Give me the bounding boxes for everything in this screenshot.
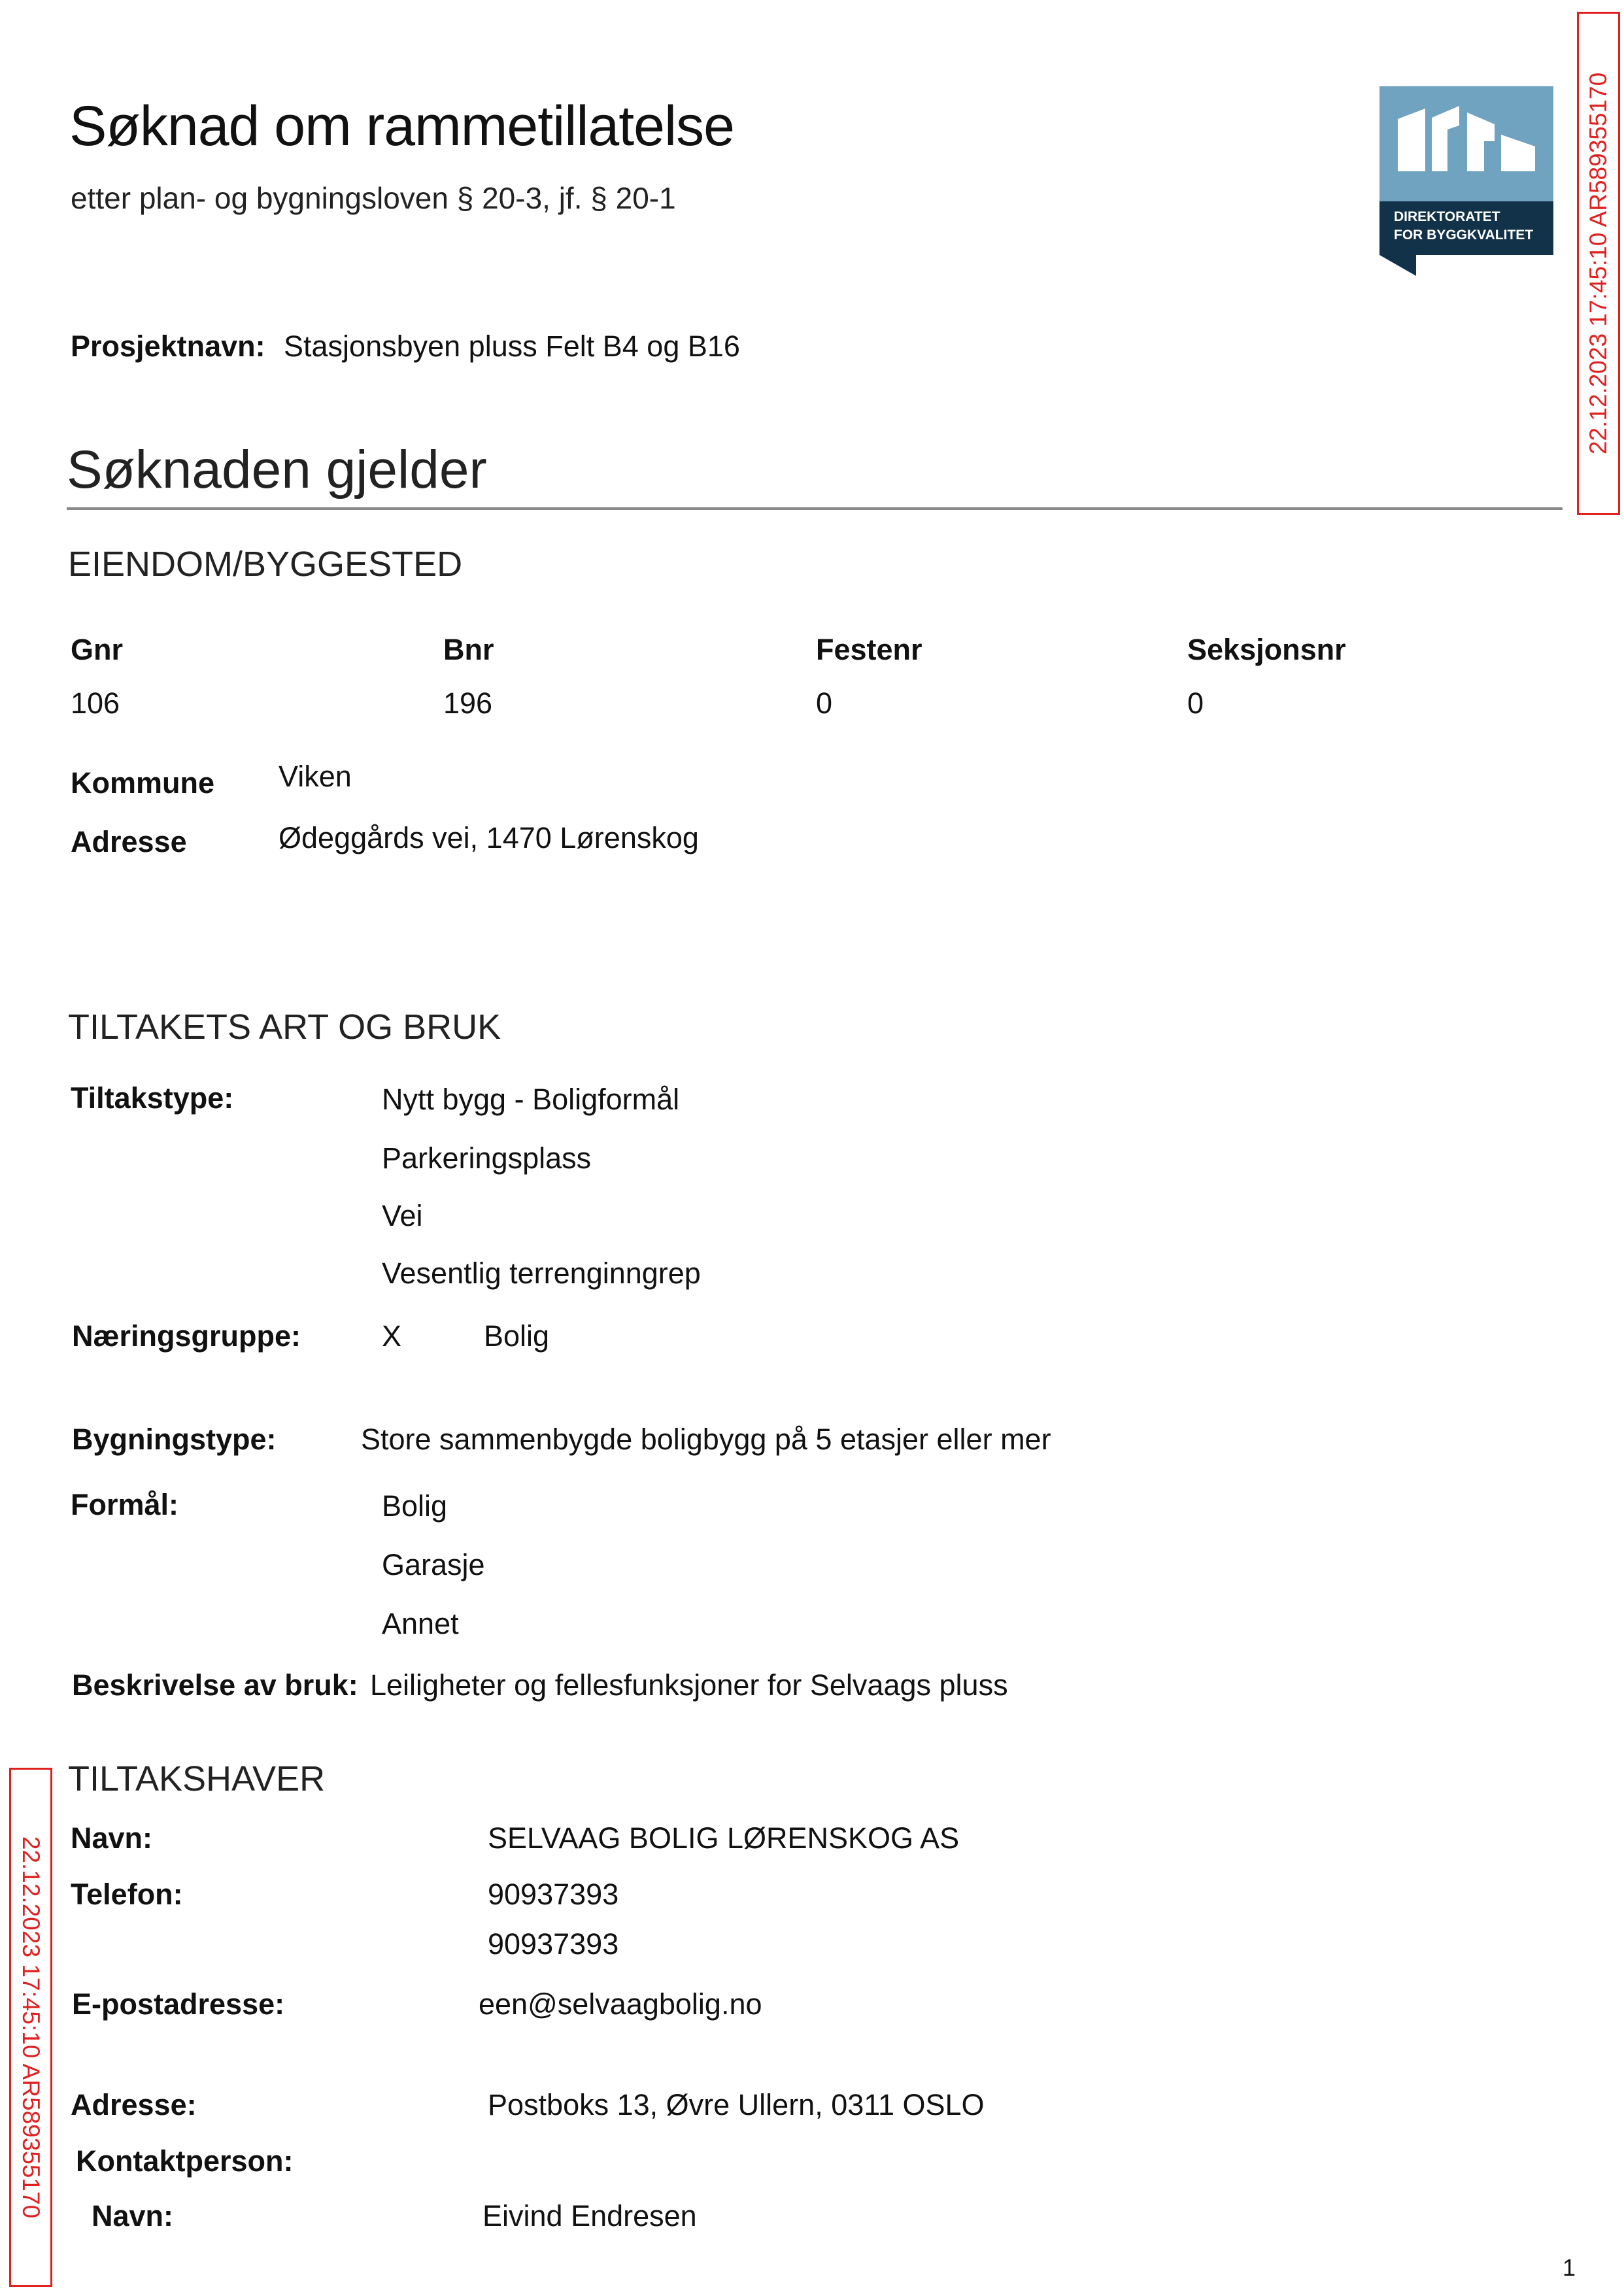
- archive-stamp-bottom: [9, 1768, 52, 2287]
- festenr-value: 0: [816, 686, 833, 720]
- tiltakstype-label: Tiltakstype:: [71, 1081, 234, 1115]
- tiltakstype-value: Parkeringsplass: [382, 1141, 592, 1175]
- bygningstype-value: Store sammenbygde boligbygg på 5 etasjer eller mer: [361, 1423, 1051, 1456]
- tiltakstype-value: Nytt bygg - Boligformål: [382, 1083, 680, 1116]
- tiltak-heading: TILTAKETS ART OG BRUK: [68, 1007, 501, 1047]
- beskrivelse-label: Beskrivelse av bruk:: [72, 1668, 358, 1702]
- property-heading: EIENDOM/BYGGESTED: [68, 545, 463, 584]
- document-title: Søknad om rammetillatelse: [69, 95, 734, 158]
- archive-stamp-text: 22.12.2023 17:45:10 AR589355170: [1585, 72, 1612, 455]
- telefon-value: 90937393: [488, 1927, 619, 1961]
- kontaktperson-label: Kontaktperson:: [76, 2144, 294, 2178]
- adresse-label: Adresse: [71, 825, 187, 858]
- tiltakshaver-navn-label: Navn:: [71, 1821, 153, 1855]
- bygningstype-label: Bygningstype:: [72, 1423, 277, 1456]
- telefon-label: Telefon:: [71, 1878, 183, 1911]
- epost-value: een@selvaagbolig.no: [479, 1987, 762, 2021]
- formal-value: Annet: [382, 1607, 459, 1640]
- tiltakshaver-adresse-value: Postboks 13, Øvre Ullern, 0311 OSLO: [488, 2088, 985, 2121]
- tiltakshaver-adresse-label: Adresse:: [71, 2088, 197, 2121]
- naeringsgruppe-code: X: [382, 1319, 402, 1353]
- tiltakshaver-navn-value: SELVAAG BOLIG LØRENSKOG AS: [488, 1821, 960, 1855]
- formal-label: Formål:: [71, 1488, 179, 1521]
- page-number: 1: [1563, 2254, 1576, 2281]
- archive-stamp-top: [1577, 12, 1620, 515]
- dibk-logo-graphic: [1379, 86, 1553, 276]
- adresse-value: Ødeggårds vei, 1470 Lørenskog: [279, 821, 699, 854]
- gnr-value: 106: [71, 686, 120, 720]
- section-divider: [67, 507, 1563, 510]
- naeringsgruppe-value: Bolig: [484, 1319, 550, 1353]
- kommune-value: Viken: [279, 760, 352, 793]
- bnr-label: Bnr: [443, 633, 494, 666]
- naeringsgruppe-label: Næringsgruppe:: [72, 1319, 301, 1353]
- archive-stamp-text: 22.12.2023 17:45:10 AR589355170: [18, 1836, 45, 2219]
- formal-value: Bolig: [382, 1489, 448, 1523]
- tiltakstype-value: Vesentlig terrenginngrep: [382, 1257, 701, 1290]
- telefon-value: 90937393: [488, 1878, 619, 1911]
- project-value: Stasjonsbyen pluss Felt B4 og B16: [284, 329, 740, 363]
- formal-value: Garasje: [382, 1548, 485, 1581]
- tiltakstype-value: Vei: [382, 1199, 423, 1232]
- festenr-label: Festenr: [816, 633, 922, 666]
- logo-line1: DIREKTORATET: [1394, 209, 1500, 224]
- dibk-logo: [1379, 86, 1553, 276]
- kontaktperson-navn-value: Eivind Endresen: [482, 2199, 697, 2233]
- beskrivelse-value: Leiligheter og fellesfunksjoner for Selvaags pluss: [370, 1668, 1008, 1702]
- tiltakshaver-heading: TILTAKSHAVER: [68, 1759, 326, 1798]
- gnr-label: Gnr: [71, 633, 124, 666]
- logo-line2: FOR BYGGKVALITET: [1394, 228, 1534, 243]
- seksjonsnr-value: 0: [1187, 686, 1204, 720]
- kontaktperson-navn-label: Navn:: [92, 2199, 174, 2233]
- epost-label: E-postadresse:: [72, 1987, 285, 2021]
- kommune-label: Kommune: [71, 766, 215, 800]
- bnr-value: 196: [443, 686, 493, 720]
- section-title: Søknaden gjelder: [67, 440, 487, 499]
- project-label: Prosjektnavn:: [71, 329, 265, 363]
- seksjonsnr-label: Seksjonsnr: [1187, 633, 1346, 666]
- document-subtitle: etter plan- og bygningsloven § 20-3, jf. § 20-1: [71, 181, 676, 215]
